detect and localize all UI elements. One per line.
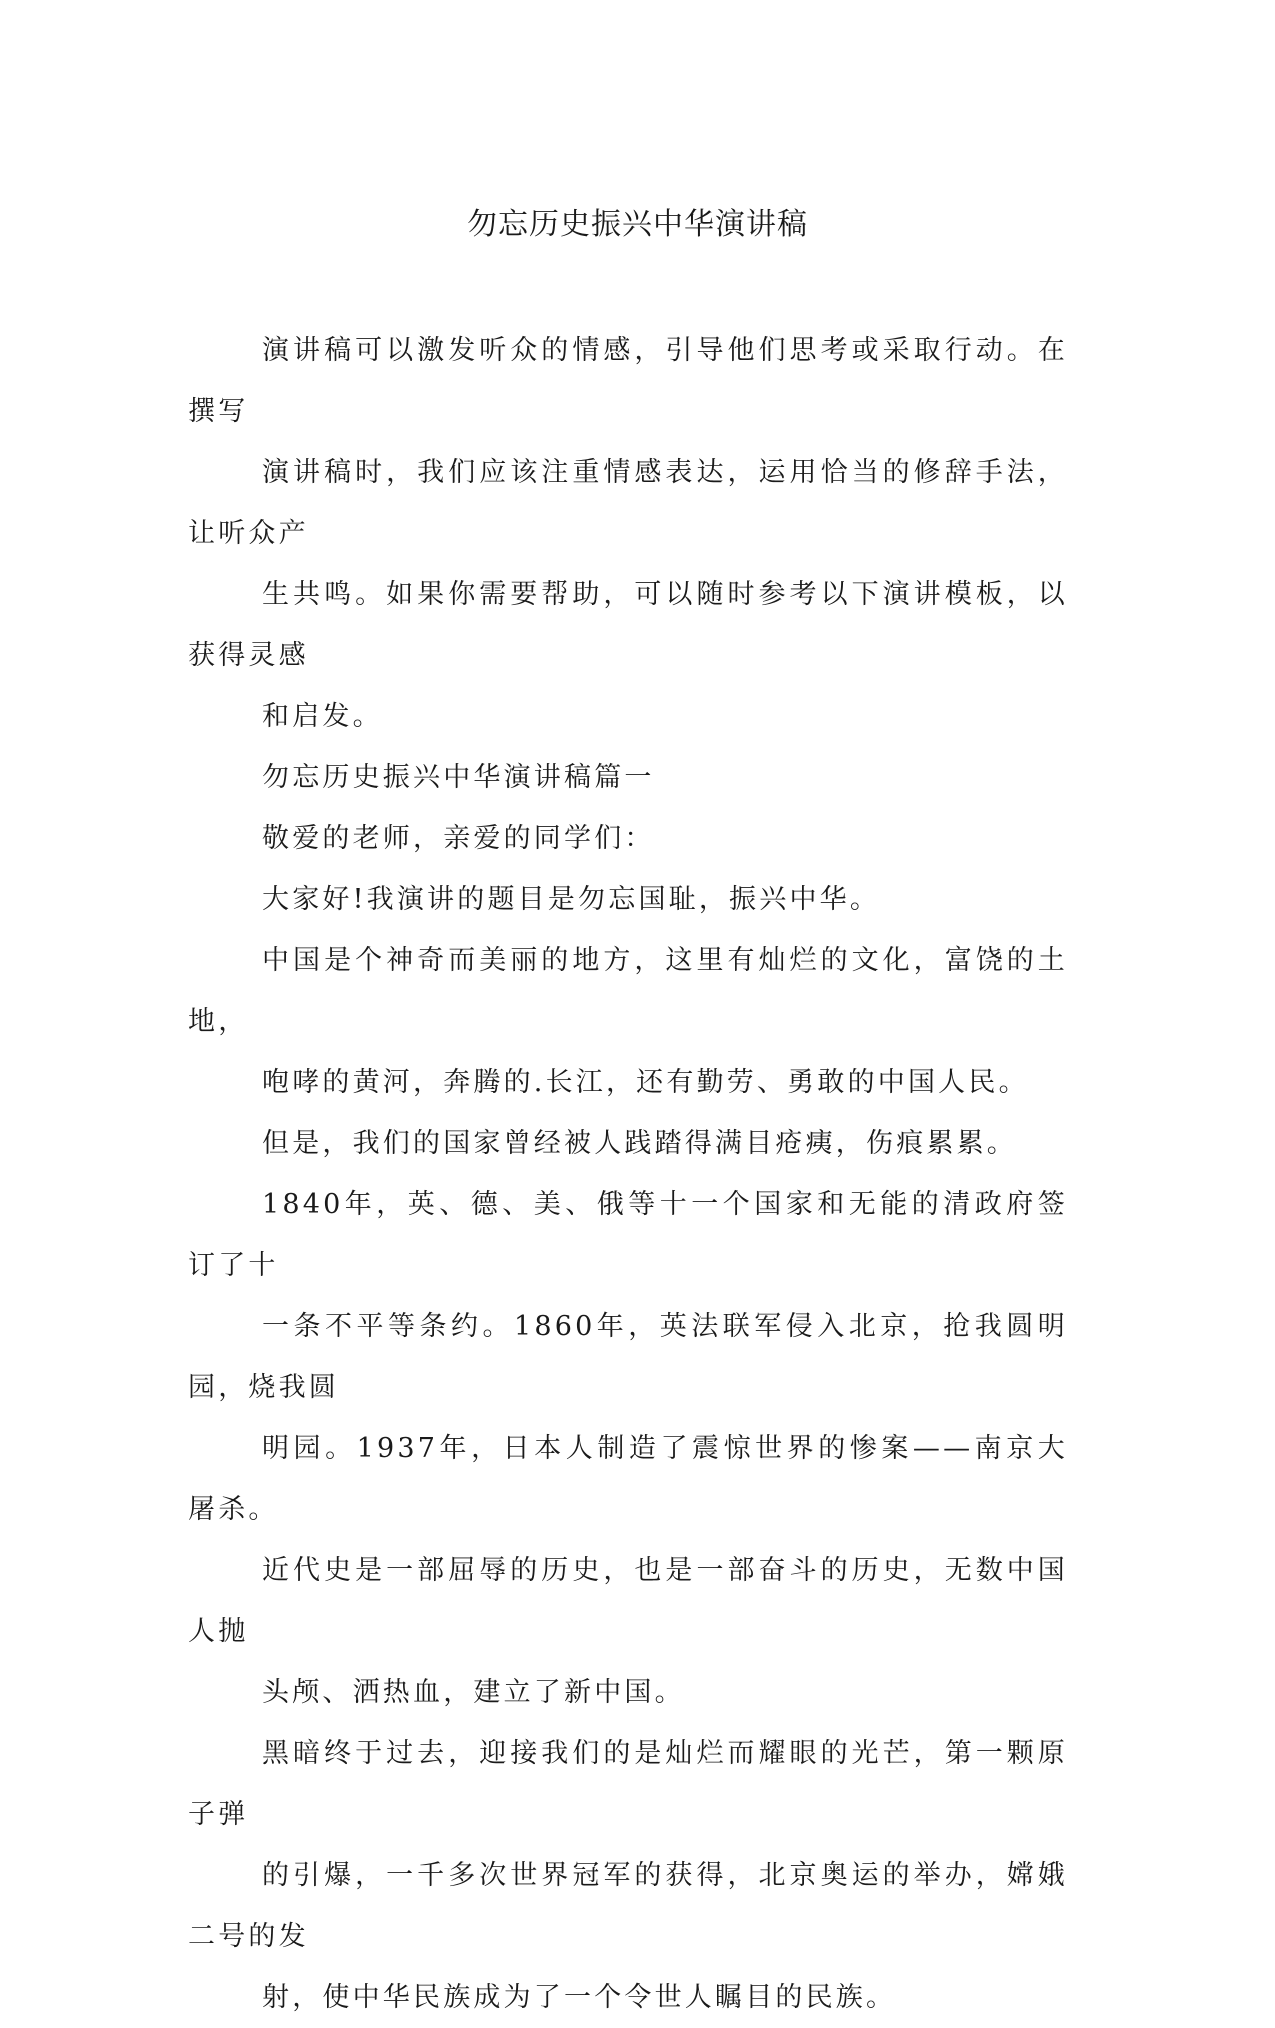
text-line: 射，使中华民族成为了一个令世人瞩目的民族。 — [262, 1982, 897, 2013]
paragraph-however — [188, 1113, 1068, 1174]
text-line: 中国是个神奇而美丽的地方，这里有灿烂的文化，富饶的土地， — [188, 945, 1068, 1037]
paragraph-section-heading — [188, 747, 1068, 808]
paragraph-china — [188, 930, 1068, 1113]
text-line: 明园。1937年，日本人制造了震惊世界的惨案——南京大屠杀。 — [188, 1433, 1068, 1525]
text-line: 演讲稿时，我们应该注重情感表达，运用恰当的修辞手法，让听众产 — [188, 457, 1068, 549]
text-line: 一条不平等条约。1860年，英法联军侵入北京，抢我圆明园，烧我圆 — [188, 1311, 1068, 1403]
text-line: 的引爆，一千多次世界冠军的获得，北京奥运的举办，嫦娥二号的发 — [188, 1860, 1068, 1952]
paragraph-history-events — [188, 1174, 1068, 1540]
document-body — [188, 320, 1068, 2028]
text-line: 黑暗终于过去，迎接我们的是灿烂而耀眼的光芒，第一颗原子弹 — [188, 1738, 1068, 1830]
text-line: 1840年，英、德、美、俄等十一个国家和无能的清政府签订了十 — [188, 1189, 1068, 1281]
paragraph-salutation — [188, 808, 1068, 869]
paragraph-modern-history — [188, 1540, 1068, 1723]
text-line: 大家好!我演讲的题目是勿忘国耻，振兴中华。 — [262, 884, 881, 915]
paragraph-achievements — [188, 1723, 1068, 2028]
paragraph-greeting — [188, 869, 1068, 930]
text-line: 演讲稿可以激发听众的情感，引导他们思考或采取行动。在撰写 — [188, 335, 1068, 427]
text-line: 咆哮的黄河，奔腾的.长江，还有勤劳、勇敢的中国人民。 — [262, 1067, 1029, 1098]
text-line: 和启发。 — [262, 701, 383, 732]
text-line: 但是，我们的国家曾经被人践踏得满目疮痍，伤痕累累。 — [262, 1128, 1017, 1159]
text-line: 勿忘历史振兴中华演讲稿篇一 — [262, 762, 655, 793]
text-line: 头颅、洒热血，建立了新中国。 — [262, 1677, 685, 1708]
text-line: 近代史是一部屈辱的历史，也是一部奋斗的历史，无数中国人抛 — [188, 1555, 1068, 1647]
text-line: 敬爱的老师，亲爱的同学们： — [262, 823, 655, 854]
paragraph-intro — [188, 320, 1068, 747]
document-title: 勿忘历史振兴中华演讲稿 — [467, 207, 808, 242]
text-line: 生共鸣。如果你需要帮助，可以随时参考以下演讲模板，以获得灵感 — [188, 579, 1068, 671]
